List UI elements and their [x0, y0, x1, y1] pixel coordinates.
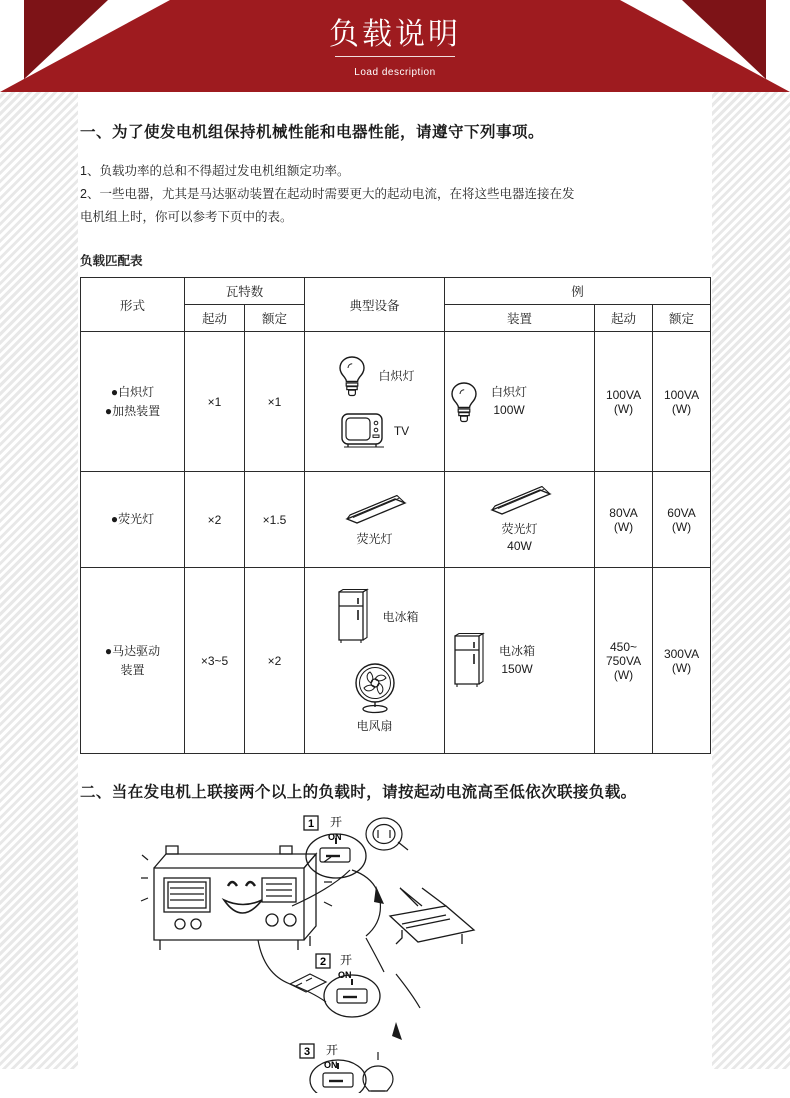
row-1-example-device [445, 332, 595, 472]
row-1-example-rated [653, 332, 711, 472]
power-strip-icon [290, 974, 326, 992]
header-example-start: 起动 [595, 305, 653, 332]
typical-item-fluorescent [337, 493, 413, 547]
typical-item-refrigerator-label: 电冰箱 [382, 610, 419, 625]
row-1-typical [305, 332, 445, 472]
typical-item-fan [348, 660, 402, 734]
refrigerator-icon [331, 588, 373, 646]
row-1-watt-rated: ×1 [245, 332, 305, 472]
row-1-watt-start: ×1 [185, 332, 245, 472]
row-1-example-start [595, 332, 653, 472]
row-2-example-start-value: 80VA [609, 505, 638, 520]
header-watt-start: 起动 [185, 305, 245, 332]
example-device-bulb-name: 白炽灯 [491, 385, 528, 400]
typical-item-refrigerator [331, 588, 419, 646]
typical-item-tv-label: TV [393, 423, 410, 438]
row-3-example-start-value: 450~ [610, 639, 638, 654]
header-example: 例 [445, 278, 711, 305]
row-3-example-start [595, 568, 653, 754]
row-1-example-start-unit: (W) [613, 401, 634, 416]
step-2-number: 2 [320, 956, 327, 969]
section-1-heading: 一、为了使发电机组保持机械性能和电器性能，请遵守下列事项。 [80, 124, 545, 141]
refrigerator-icon [447, 632, 489, 690]
example-device-refrigerator [447, 632, 592, 690]
row-1-type-line-2: ●加热装置 [104, 403, 161, 418]
row-2-type [81, 472, 185, 568]
bulb-icon [447, 380, 481, 424]
row-3-example-start-unit: (W) [613, 667, 634, 682]
section-1-paragraph-1: 1、负载功率的总和不得超过发电机组额定功率。 [80, 164, 350, 178]
row-2-example-rated-unit: (W) [671, 519, 692, 534]
row-3-example-start-value-2: 750VA [605, 653, 642, 668]
step-3-label-en: ON [324, 1060, 338, 1071]
example-device-fluorescent [447, 484, 592, 556]
typical-item-fluorescent-label: 荧光灯 [356, 531, 393, 546]
row-2-example-device [445, 472, 595, 568]
generator-connection-illustration [140, 808, 600, 1093]
step-1-label-en: ON [328, 832, 342, 843]
row-2-watt-rated: ×1.5 [245, 472, 305, 568]
header-example-rated: 额定 [653, 305, 711, 332]
example-device-refrigerator-name: 电冰箱 [499, 644, 536, 659]
step-3-number: 3 [304, 1046, 311, 1059]
bulb-icon [335, 354, 369, 398]
page-subtitle: Load description [354, 67, 436, 78]
typical-item-fan-label: 电风扇 [356, 718, 393, 733]
connection-illustration-wrapper [80, 808, 710, 1098]
row-3-type-line-1: ●马达驱动 [104, 643, 161, 658]
row-3-type-line-2: 装置 [120, 662, 145, 677]
step-1-number: 1 [308, 818, 315, 831]
step-1-group [304, 815, 408, 904]
header-example-device: 装置 [445, 305, 595, 332]
row-2-example-start-unit: (W) [613, 519, 634, 534]
table-caption: 负载匹配表 [80, 254, 143, 269]
fluorescent-lamp-icon [337, 493, 413, 527]
fan-icon [348, 660, 402, 714]
example-device-bulb [447, 380, 592, 424]
row-1-example-rated-value: 100VA [663, 387, 700, 402]
step-1-label-cn: 开 [330, 815, 343, 830]
example-device-fluorescent-text [502, 521, 538, 556]
table-row [81, 472, 711, 568]
banner-text-group [0, 0, 790, 78]
step-2-label-en: ON [338, 970, 352, 981]
typical-item-bulb [335, 354, 415, 398]
cables [258, 870, 420, 1008]
section-2-heading: 二、当在发电机上联接两个以上的负载时，请按起动电流高至低依次联接负载。 [80, 784, 637, 802]
header-watt: 瓦特数 [185, 278, 305, 305]
bulb-icon [363, 1052, 393, 1093]
row-3-example-device [445, 568, 595, 754]
example-device-refrigerator-text [499, 643, 535, 678]
arrow-2-icon [392, 1022, 402, 1040]
row-2-example-rated [653, 472, 711, 568]
header-typical: 典型设备 [305, 278, 445, 332]
typical-item-tv [340, 412, 409, 450]
row-3-example-rated-unit: (W) [671, 660, 692, 675]
example-device-bulb-power: 100W [493, 402, 525, 417]
generator-icon [141, 846, 332, 950]
row-2-watt-start: ×2 [185, 472, 245, 568]
page-title: 负载说明 [329, 18, 461, 51]
step-2-label-cn: 开 [340, 953, 353, 968]
section-1-paragraph-3: 电机组上时，你可以参考下页中的表。 [80, 210, 293, 225]
row-2-typical [305, 472, 445, 568]
banner-divider [335, 56, 455, 57]
row-3-typical [305, 568, 445, 754]
page-content [0, 92, 790, 1098]
row-1-type [81, 332, 185, 472]
step-2-group [290, 953, 402, 1040]
example-device-fluorescent-name: 荧光灯 [501, 521, 538, 536]
tv-icon [340, 412, 384, 450]
row-3-watt-start: ×3~5 [185, 568, 245, 754]
load-matching-table [80, 277, 711, 754]
row-3-example-rated [653, 568, 711, 754]
typical-item-bulb-label: 白炽灯 [378, 369, 415, 384]
step-3-group [300, 1043, 393, 1093]
section-1-paragraph-2: 2、一些电器，尤其是马达驱动装置在起动时需要更大的起动电流，在将这些电器连接在发 [80, 187, 575, 202]
step-3-label-cn: 开 [326, 1043, 339, 1058]
example-device-bulb-text [491, 384, 527, 419]
heater-appliance-icon [390, 888, 474, 944]
row-2-type-line-1: ●荧光灯 [110, 512, 155, 527]
row-1-example-start-value: 100VA [605, 387, 642, 402]
row-2-example-start [595, 472, 653, 568]
row-3-type [81, 568, 185, 754]
row-1-type-line-1: ●白炽灯 [110, 384, 155, 399]
table-row [81, 332, 711, 472]
example-device-refrigerator-power: 150W [501, 661, 533, 676]
fluorescent-lamp-icon [482, 484, 558, 518]
table-header-row-1 [81, 278, 711, 305]
socket-icon [366, 818, 408, 850]
table-row [81, 568, 711, 754]
row-1-example-rated-unit: (W) [671, 401, 692, 416]
header-watt-rated: 额定 [245, 305, 305, 332]
page-banner [0, 0, 790, 92]
row-3-example-rated-value: 300VA [663, 646, 700, 661]
row-2-example-rated-value: 60VA [667, 505, 696, 520]
header-form: 形式 [81, 278, 185, 332]
example-device-fluorescent-power: 40W [507, 539, 532, 554]
row-3-watt-rated: ×2 [245, 568, 305, 754]
